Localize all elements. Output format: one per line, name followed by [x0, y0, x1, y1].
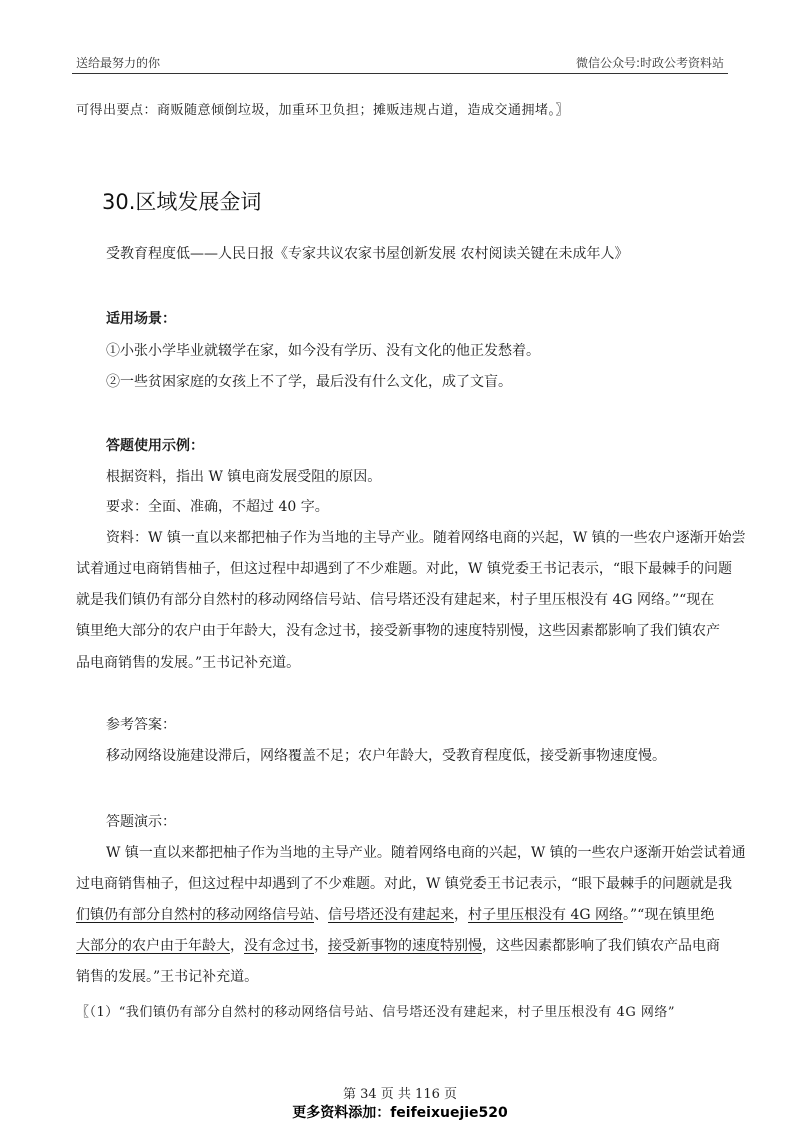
highlight-phrase: 接受新事物的速度特别慢: [328, 938, 482, 954]
scene-item-1: ①小张小学毕业就辍学在家，如今没有学历、没有文化的他正发愁着。: [106, 343, 540, 359]
demo-text: ，: [314, 938, 328, 954]
material-line: 就是我们镇仍有部分自然村的移动网络信号站、信号塔还没有建起来，村子里压根没有 4G 网络。”“现在: [76, 592, 715, 608]
highlight-phrase: 们镇仍有部分自然村的移动网络信号站: [76, 907, 314, 923]
demo-line: 过电商销售柚子，但这过程中却遇到了不少难题。对此，W 镇党委王书记表示，“眼下最棘手的问题就是我: [76, 876, 732, 892]
highlight-phrase: 信号塔还没有建起来: [328, 907, 454, 923]
header-divider: [72, 73, 728, 74]
demo-text: ，: [454, 907, 468, 923]
highlight-phrase: 没有念过书: [244, 938, 314, 954]
header-left-text: 送给最努力的你: [76, 56, 161, 70]
section-title: 30.区域发展金词: [102, 190, 262, 214]
section-source: 受教育程度低——人民日报《专家共议农家书屋创新发展 农村阅读关键在未成年人》: [106, 246, 629, 262]
scene-item-2: ②一些贫困家庭的女孩上不了学，最后没有什么文化，成了文盲。: [106, 374, 512, 390]
highlight-phrase: 村子里压根没有 4G 网络: [468, 907, 623, 923]
page-number: 第 34 页 共 116 页: [342, 1087, 458, 1102]
reference-label: 参考答案：: [106, 717, 176, 733]
scenes-label: 适用场景：: [106, 311, 176, 327]
demo-annotation: 〖（1）“我们镇仍有部分自然村的移动网络信号站、信号塔还没有建起来，村子里压根没有 4G 网络”: [76, 1005, 675, 1020]
demo-text: ，这些因素都影响了我们镇农产品电商: [482, 938, 720, 954]
example-label: 答题使用示例：: [106, 438, 204, 454]
demo-line: [76, 936, 720, 956]
demo-line: 销售的发展。”王书记补充道。: [76, 969, 259, 985]
demo-text: 、: [314, 907, 328, 923]
material-line: 品电商销售的发展。”王书记补充道。: [76, 655, 301, 671]
material-line: 资料：W 镇一直以来都把柚子作为当地的主导产业。随着网络电商的兴起，W 镇的一些农户逐渐开始尝: [106, 530, 746, 546]
footer-contact: 更多资料添加：feifeixuejie520: [292, 1105, 508, 1121]
demo-line: W 镇一直以来都把柚子作为当地的主导产业。随着网络电商的兴起，W 镇的一些农户逐渐开始尝试着通: [106, 845, 746, 861]
demo-label: 答题演示：: [106, 814, 176, 830]
top-line: 可得出要点：商贩随意倾倒垃圾，加重环卫负担；摊贩违规占道，造成交通拥堵。〗: [76, 103, 570, 118]
reference-answer: 移动网络设施建设滞后，网络覆盖不足；农户年龄大，受教育程度低，接受新事物速度慢。: [106, 748, 666, 764]
header-right-text: 微信公众号:时政公考资料站: [575, 56, 724, 70]
example-question: 根据资料，指出 W 镇电商发展受阻的原因。: [106, 469, 382, 485]
material-line: 镇里绝大部分的农户由于年龄大，没有念过书，接受新事物的速度特别慢，这些因素都影响了我们镇农产: [76, 623, 720, 639]
material-line: 试着通过电商销售柚子，但这过程中却遇到了不少难题。对此，W 镇党委王书记表示，“眼下最棘手的问题: [76, 561, 732, 577]
demo-text: 。”“现在镇里绝: [623, 907, 715, 923]
example-requirement: 要求：全面、准确，不超过 40 字。: [106, 499, 329, 515]
demo-line: [76, 905, 714, 925]
highlight-phrase: 大部分的农户由于年龄大: [76, 938, 230, 954]
demo-text: ，: [230, 938, 244, 954]
